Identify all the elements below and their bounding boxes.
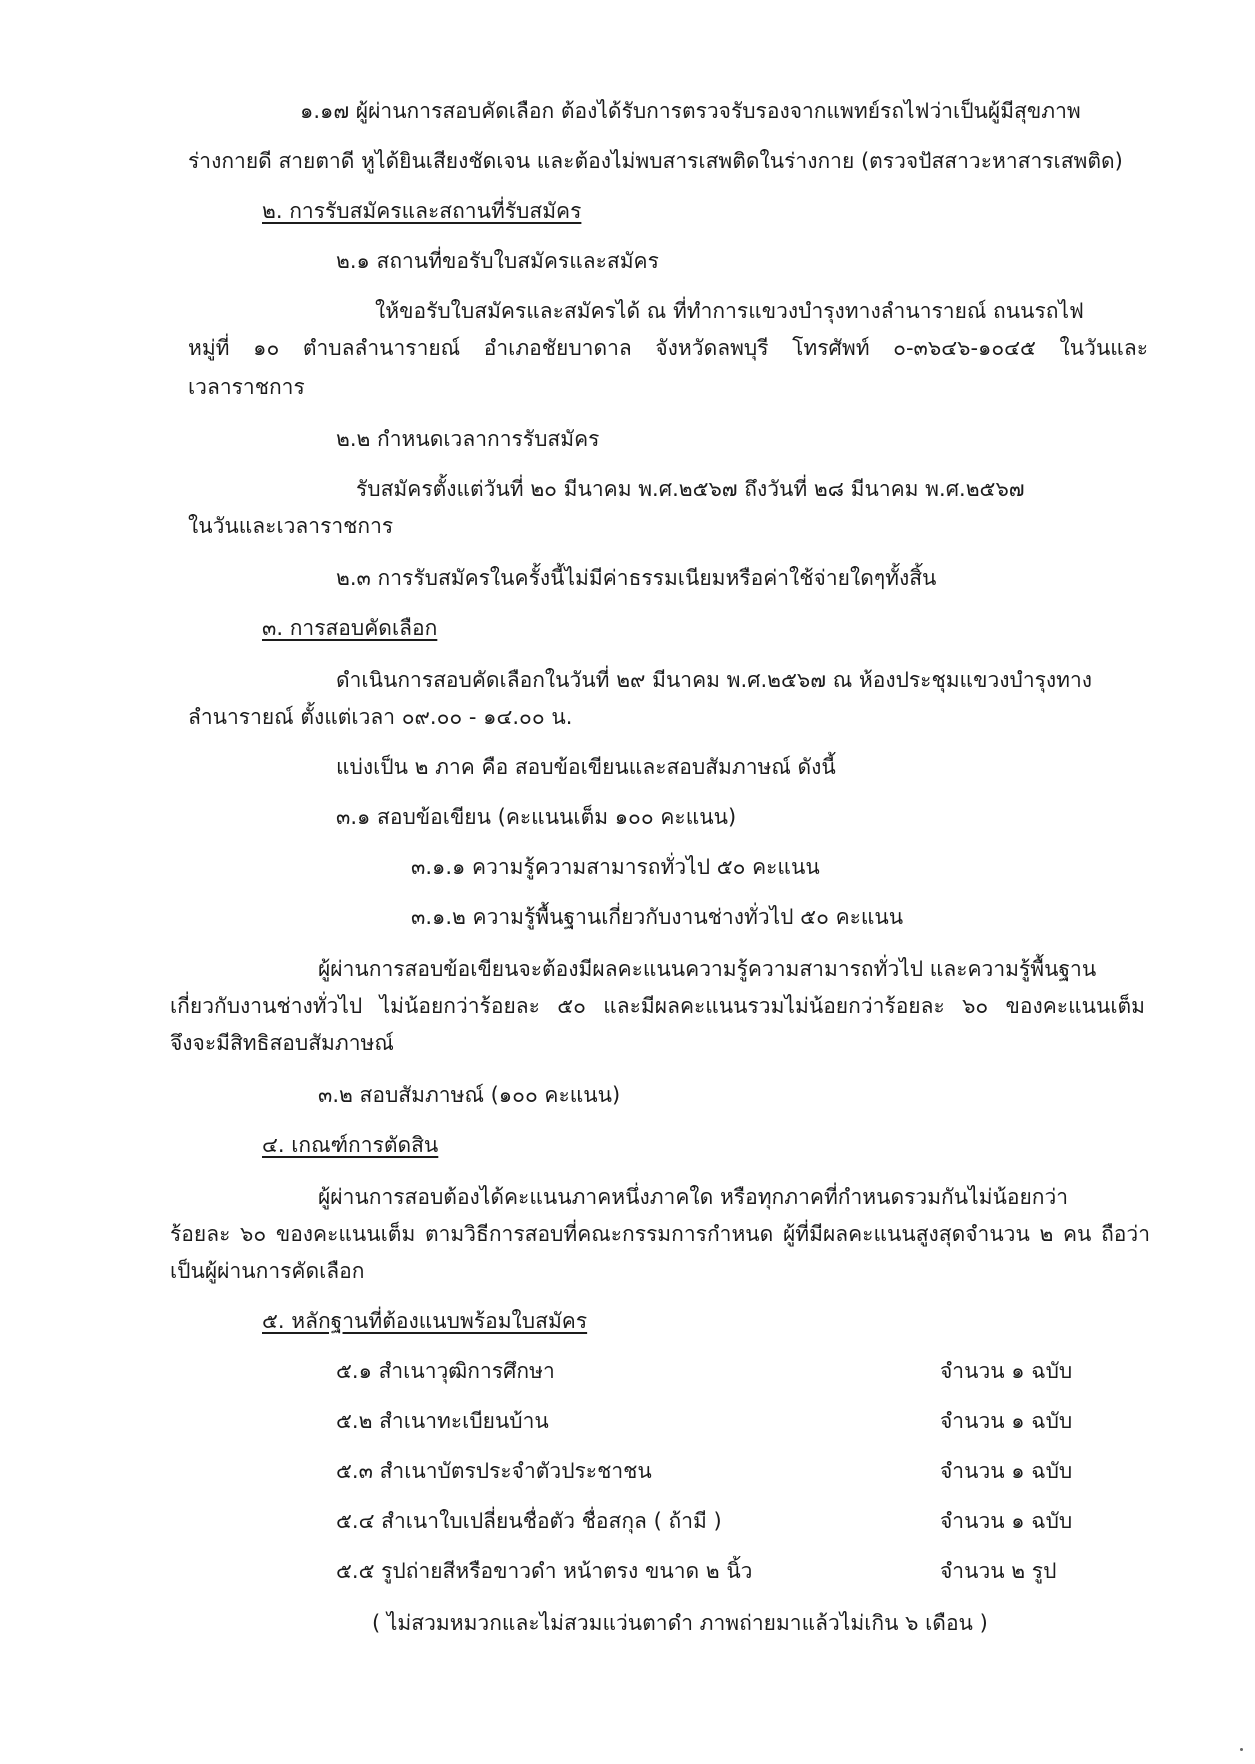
section-5-note: ( ไม่สวมหมวกและไม่สวมแว่นตาดำ ภาพถ่ายมาแล้วไม่เกิน ๖ เดือน ) [372,1611,988,1635]
section-3-intro-line-1: ดำเนินการสอบคัดเลือกในวันที่ ๒๙ มีนาคม พ.ศ.๒๕๖๗ ณ ห้องประชุมแขวงบำรุงทาง [336,668,1093,692]
section-3-pass-line-2: เกี่ยวกับงานช่างทั่วไป ไม่น้อยกว่าร้อยละ ๕๐ และมีผลคะแนนรวมไม่น้อยกว่าร้อยละ ๖๐ ของคะแนนเต็ม [170,994,1145,1018]
section-2-2-line-2: ในวันและเวลาราชการ [188,514,394,538]
section-2-1-title: ๒.๑ สถานที่ขอรับใบสมัครและสมัคร [336,249,659,273]
section-3-1: ๓.๑ สอบข้อเขียน (คะแนนเต็ม ๑๐๐ คะแนน) [336,805,737,829]
section-3-heading: ๓. การสอบคัดเลือก [262,616,438,640]
section-5-item-label: ๕.๔ สำเนาใบเปลี่ยนชื่อตัว ชื่อสกุล ( ถ้ามี ) [336,1509,722,1533]
section-5-item-qty: จำนวน ๑ ฉบับ [940,1459,1073,1483]
item-1-17-line-1: ๑.๑๗ ผู้ผ่านการสอบคัดเลือก ต้องได้รับการตรวจรับรองจากแพทย์รถไฟว่าเป็นผู้มีสุขภาพ [300,99,1081,123]
section-2-2-line-1: รับสมัครตั้งแต่วันที่ ๒๐ มีนาคม พ.ศ.๒๕๖๗ ถึงวันที่ ๒๘ มีนาคม พ.ศ.๒๕๖๗ [356,477,1025,501]
section-3-pass-line-3: จึงจะมีสิทธิสอบสัมภาษณ์ [170,1031,394,1055]
section-3-1-1: ๓.๑.๑ ความรู้ความสามารถทั่วไป ๕๐ คะแนน [411,855,820,879]
section-3-pass-line-1: ผู้ผ่านการสอบข้อเขียนจะต้องมีผลคะแนนความรู้ความสามารถทั่วไป และความรู้พื้นฐาน [318,957,1097,981]
section-2-1-line-3: เวลาราชการ [188,375,305,399]
section-3-parts: แบ่งเป็น ๒ ภาค คือ สอบข้อเขียนและสอบสัมภาษณ์ ดังนี้ [336,755,836,779]
section-4-line-3: เป็นผู้ผ่านการคัดเลือก [170,1259,365,1283]
section-2-1-line-1: ให้ขอรับใบสมัครและสมัครได้ ณ ที่ทำการแขวงบำรุงทางลำนารายณ์ ถนนรถไฟ [375,299,1084,323]
section-3-2: ๓.๒ สอบสัมภาษณ์ (๑๐๐ คะแนน) [318,1083,621,1107]
section-5-item-label: ๕.๕ รูปถ่ายสีหรือขาวดำ หน้าตรง ขนาด ๒ นิ้ว [336,1559,753,1583]
section-2-heading: ๒. การรับสมัครและสถานที่รับสมัคร [262,199,582,223]
section-2-3: ๒.๓ การรับสมัครในครั้งนี้ไม่มีค่าธรรมเนียมหรือค่าใช้จ่ายใดๆทั้งสิ้น [336,566,937,590]
section-2-2-title: ๒.๒ กำหนดเวลาการรับสมัคร [336,427,600,451]
section-4-line-2: ร้อยละ ๖๐ ของคะแนนเต็ม ตามวิธีการสอบที่คณะกรรมการกำหนด ผู้ที่มีผลคะแนนสูงสุดจำนวน ๒ คน ถือว่า [170,1222,1150,1246]
section-4-line-1: ผู้ผ่านการสอบต้องได้คะแนนภาคหนึ่งภาคใด หรือทุกภาคที่กำหนดรวมกันไม่น้อยกว่า [318,1185,1069,1209]
section-4-heading: ๔. เกณฑ์การตัดสิน [262,1133,439,1157]
section-5-item-qty: จำนวน ๑ ฉบับ [940,1509,1073,1533]
section-5-item-label: ๕.๓ สำเนาบัตรประจำตัวประชาชน [336,1459,652,1483]
section-5-item-label: ๕.๒ สำเนาทะเบียนบ้าน [336,1409,549,1433]
section-3-1-2: ๓.๑.๒ ความรู้พื้นฐานเกี่ยวกับงานช่างทั่วไป ๕๐ คะแนน [411,905,904,929]
section-3-intro-line-2: ลำนารายณ์ ตั้งแต่เวลา ๐๙.๐๐ - ๑๔.๐๐ น. [188,705,573,729]
scan-speck [1240,1748,1243,1751]
section-5-item-qty: จำนวน ๑ ฉบับ [940,1409,1073,1433]
item-1-17-line-2: ร่างกายดี สายตาดี หูได้ยินเสียงชัดเจน และต้องไม่พบสารเสพติดในร่างกาย (ตรวจปัสสาวะหาสารเสพติด) [188,149,1123,173]
section-5-item-qty: จำนวน ๑ ฉบับ [940,1359,1073,1383]
section-5-item-label: ๕.๑ สำเนาวุฒิการศึกษา [336,1359,555,1383]
section-5-heading: ๕. หลักฐานที่ต้องแนบพร้อมใบสมัคร [262,1309,588,1333]
section-5-item-qty: จำนวน ๒ รูป [940,1559,1057,1583]
section-2-1-line-2: หมู่ที่ ๑๐ ตำบลลำนารายณ์ อำเภอชัยบาดาล จังหวัดลพบุรี โทรศัพท์ ๐-๓๖๔๖-๑๐๔๕ ในวันและ [188,336,1148,360]
